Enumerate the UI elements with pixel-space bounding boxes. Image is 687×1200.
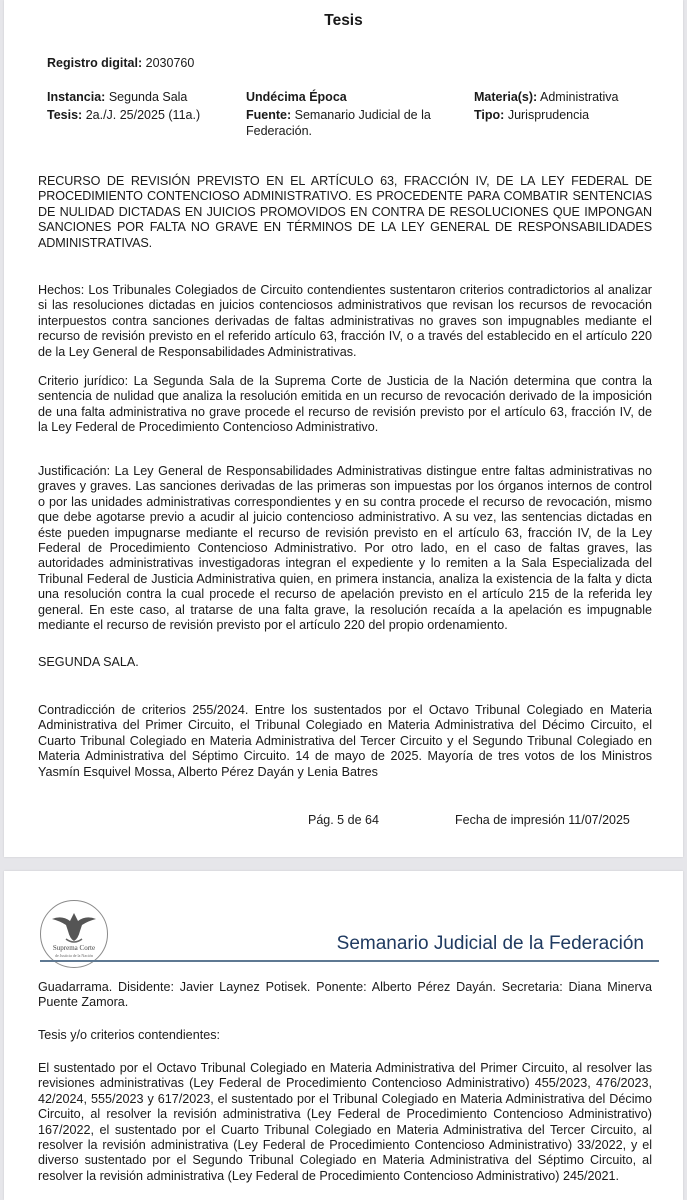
epoca [246,89,347,105]
materia [474,89,619,105]
tesis-value: 2a./J. 25/2025 (11a.) [85,108,201,122]
print-date: Fecha de impresión 11/07/2025 [455,813,630,827]
document-page-5 [4,0,683,857]
materia-label: Materia(s): [474,90,538,104]
logo-subtext: de Justicia de la Nación [55,953,93,958]
publication-title: Semanario Judicial de la Federación [336,933,644,954]
tipo-label: Tipo: [474,108,505,122]
registro-label: Registro digital: [47,56,143,70]
fuente [246,107,461,139]
eagle-icon [50,909,98,945]
fuente-value-1: Semanario Judicial de la [294,108,431,122]
header-divider [40,960,659,962]
materia-value: Administrativa [540,90,619,104]
instancia-label: Instancia: [47,90,106,104]
registro-value: 2030760 [145,56,195,70]
votacion-continued: Guadarrama. Disidente: Javier Laynez Potisek. Ponente: Alberto Pérez Dayán. Secretaria: Diana Minerva Puente Zamora. [38,980,652,1010]
contendientes-paragraph: El sustentado por el Octavo Tribunal Colegiado en Materia Administrativa del Primer Circuito, al resolver las revisiones administrativas (Ley Federal de Procedimiento Contencioso Administrativo) 455/2023, 476/2023, 42/2024, 555/2023 y 617/2023, el sustentado por el Tribunal Colegiado en Materia Administrativa del Décimo Circuito, al resolver la revisión administrativa (Ley Federal de Procedimiento Contencioso Administrativo) 167/2022, el sustentado por el Cuarto Tribunal Colegiado en Materia Administrativa del Tercer Circuito, al resolver la revisión administrativa (Ley Federal de Procedimiento Contencioso Administrativo) 33/2022, y el diverso sustentado por el Segundo Tribunal Colegiado en Materia Administrativa del Séptimo Circuito, al resolver la revisión administrativa (Ley Federal de Procedimiento Contencioso Administrativo) 245/2021. [38,1061,652,1183]
rubro: RECURSO DE REVISIÓN PREVISTO EN EL ARTÍCULO 63, FRACCIÓN IV, DE LA LEY FEDERAL DE PROCEDIMIENTO CONTENCIOSO ADMINISTRATIVO. ES PROCEDENTE PARA COMBATIR SENTENCIAS DE NULIDAD DICTADAS EN JUICIOS PROMOVIDOS EN CONTRA DE RESOLUCIONES QUE IMPONGAN SANCIONES POR FALTA NO GRAVE EN TÉRMINOS DE LA LEY GENERAL DE RESPONSABILIDADES ADMINISTRATIVAS. [38,174,652,250]
fuente-label: Fuente: [246,108,292,122]
tipo [474,107,589,123]
document-page-6 [4,871,683,1200]
criterio-paragraph: Criterio jurídico: La Segunda Sala de la Suprema Corte de Justicia de la Nación determina que contra la sentencia de nulidad que analiza la resolución emitida en un recurso de revocación derivado de la imposición de una falta administrativa no grave procede el recurso de revisión previsto por el artículo 63, fracción IV, de la Ley Federal de Procedimiento Contencioso Administrativo. [38,374,652,435]
tipo-value: Jurisprudencia [507,108,590,122]
supreme-court-logo [40,900,108,968]
justificacion-paragraph: Justificación: La Ley General de Responsabilidades Administrativas distingue entre faltas administrativas no graves y graves. Las sanciones derivadas de las primeras son impuestas por los órganos internos de control o por las unidades administrativas correspondientes y en su contra procede el recurso de revocación, mismo que debe agotarse previo a acudir al juicio contencioso administrativo. A su vez, las sentencias dictadas en éste pueden impugnarse mediante el recurso de revisión previsto en el artículo 63, fracción IV, de la Ley Federal de Procedimiento Contencioso Administrativo. Por otro lado, en el caso de faltas graves, las autoridades administrativas investigadoras integran el expediente y lo remiten a la Sala Especializada del Tribunal Federal de Justicia Administrativa quien, en primera instancia, analiza la existencia de la falta y dicta una resolución contra la cual procede el recurso de apelación previsto en el artículo 215 de la referida ley general. En este caso, al tratarse de una falta grave, la resolución recaída a la apelación es impugnable mediante el recurso de revisión previsto por el artículo 220 del propio ordenamiento. [38,464,652,633]
registro-digital [47,55,194,71]
contendientes-label: Tesis y/o criterios contendientes: [38,1028,220,1042]
instancia [47,89,187,105]
fuente-value-2: Federación. [246,124,313,138]
logo-text: Suprema Corte [52,944,96,952]
contradiccion-paragraph: Contradicción de criterios 255/2024. Entre los sustentados por el Octavo Tribunal Colegiado en Materia Administrativa del Primer Circuito, el Tribunal Colegiado en Materia Administrativa del Décimo Circuito, el Cuarto Tribunal Colegiado en Materia Administrativa del Tercer Circuito y el Segundo Tribunal Colegiado en Materia Administrativa del Séptimo Circuito. 14 de mayo de 2025. Mayoría de tres votos de los Ministros Yasmín Esquivel Mossa, Alberto Pérez Dayán y Lenia Batres [38,703,652,779]
page-number: Pág. 5 de 64 [308,813,379,827]
hechos-paragraph: Hechos: Los Tribunales Colegiados de Circuito contendientes sustentaron criterios contradictorios al analizar si las resoluciones dictadas en juicios contenciosos administrativos que revisan los recursos de revocación interpuestos contra sanciones derivadas de faltas administrativas no graves son impugnables mediante el recurso de revisión previsto en el referido artículo 63, fracción IV, o a través del establecido en el artículo 220 de la Ley General de Responsabilidades Administrativas. [38,283,652,359]
tesis-label: Tesis: [47,108,83,122]
epoca-label: Undécima Época [246,90,347,104]
sala-label: SEGUNDA SALA. [38,655,139,669]
page-title: Tesis [324,12,363,29]
instancia-value: Segunda Sala [108,90,188,104]
tesis-number [47,107,200,123]
